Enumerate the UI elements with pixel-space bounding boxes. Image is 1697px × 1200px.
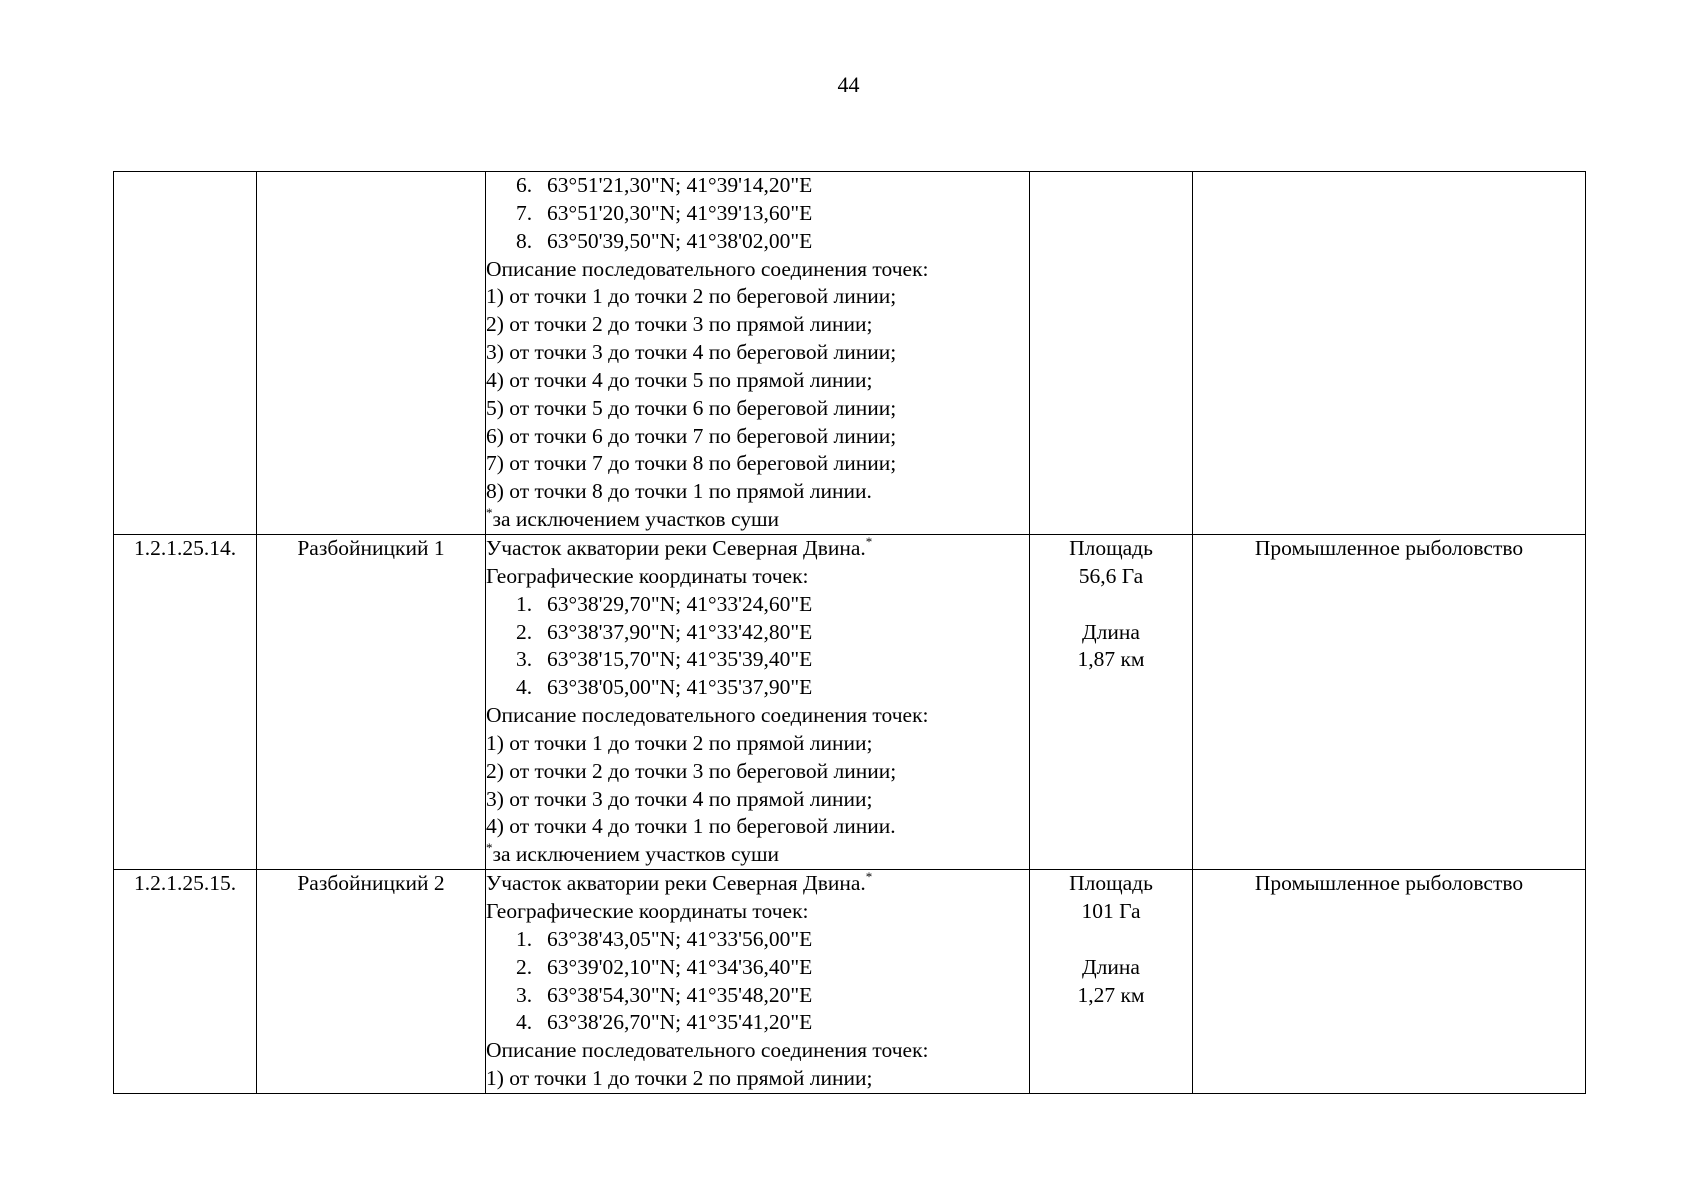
table-row [114,870,1586,1094]
coordinate-point: 8. 63°50'39,50"N; 41°38'02,00"E [516,228,813,253]
connection-line: 7) от точки 7 до точки 8 по береговой линии; [486,451,897,476]
connection-line: 1) от точки 1 до точки 2 по прямой линии; [486,1066,873,1091]
coordinate-point: 6. 63°51'21,30"N; 41°39'14,20"E [516,173,813,197]
connection-line: 4) от точки 4 до точки 5 по прямой линии; [486,367,873,392]
connection-line: 4) от точки 4 до точки 1 по береговой линии. [486,814,896,839]
area-value: 101 Га [1081,898,1141,923]
fishing-areas-table [113,171,1586,1094]
coordinate-point: 1. 63°38'43,05"N; 41°33'56,00"E [516,926,813,951]
connection-line: 6) от точки 6 до точки 7 по береговой линии; [486,423,897,448]
row-name-cell: Разбойницкий 1 [257,535,486,870]
area-label: Площадь [1069,871,1153,896]
connection-line: 3) от точки 3 до точки 4 по прямой линии; [486,786,873,811]
area-value: 56,6 Га [1078,563,1144,588]
area-title: Участок акватории реки Северная Двина.* [486,869,873,896]
area-title: Участок акватории реки Северная Двина.* [486,534,873,560]
row-purpose-cell [1193,172,1586,535]
footnote: *за исключением участков суши [486,505,780,532]
table-row [114,535,1586,870]
coords-title: Географические координаты точек: [486,563,809,588]
coordinate-point: 1. 63°38'29,70"N; 41°33'24,60"E [516,591,813,616]
coordinate-point: 3. 63°38'54,30"N; 41°35'48,20"E [516,982,813,1007]
row-description-cell [486,870,1030,1094]
connection-title: Описание последовательного соединения точек: [486,256,929,281]
connection-line: 1) от точки 1 до точки 2 по прямой линии; [486,730,873,755]
row-size-cell [1030,172,1193,535]
length-label: Длина [1082,619,1140,644]
row-name-cell [257,172,486,535]
page-number: 44 [837,72,860,97]
coordinate-point: 4. 63°38'05,00"N; 41°35'37,90"E [516,675,813,700]
length-label: Длина [1082,954,1140,979]
length-value: 1,87 км [1077,647,1145,672]
connection-line: 2) от точки 2 до точки 3 по береговой линии; [486,758,897,783]
coords-title: Географические координаты точек: [486,898,809,923]
row-number-cell: 1.2.1.25.15. [114,870,257,1094]
row-number-cell: 1.2.1.25.14. [114,535,257,870]
connection-line: 8) от точки 8 до точки 1 по прямой линии. [486,479,872,504]
length-value: 1,27 км [1077,982,1145,1007]
row-number-cell [114,172,257,535]
area-label: Площадь [1069,536,1153,560]
row-description-cell [486,535,1030,870]
row-description-cell [486,172,1030,535]
coordinate-point: 2. 63°38'37,90"N; 41°33'42,80"E [516,619,813,644]
coordinate-point: 4. 63°38'26,70"N; 41°35'41,20"E [516,1010,813,1035]
coordinate-point: 7. 63°51'20,30"N; 41°39'13,60"E [516,200,813,225]
connection-title: Описание последовательного соединения точек: [486,1038,929,1063]
coordinate-point: 3. 63°38'15,70"N; 41°35'39,40"E [516,647,813,672]
connection-line: 2) от точки 2 до точки 3 по прямой линии; [486,312,873,337]
connection-line: 1) от точки 1 до точки 2 по береговой линии; [486,284,897,309]
row-size-cell [1030,870,1193,1094]
row-size-cell [1030,535,1193,870]
row-name-cell: Разбойницкий 2 [257,870,486,1094]
footnote: *за исключением участков суши [486,840,780,867]
connection-title: Описание последовательного соединения точек: [486,703,929,728]
table-row [114,172,1586,535]
row-purpose-cell: Промышленное рыболовство [1193,870,1586,1094]
connection-line: 3) от точки 3 до точки 4 по береговой линии; [486,340,897,365]
connection-line: 5) от точки 5 до точки 6 по береговой линии; [486,395,897,420]
row-purpose-cell: Промышленное рыболовство [1193,535,1586,870]
coordinate-point: 2. 63°39'02,10"N; 41°34'36,40"E [516,954,813,979]
